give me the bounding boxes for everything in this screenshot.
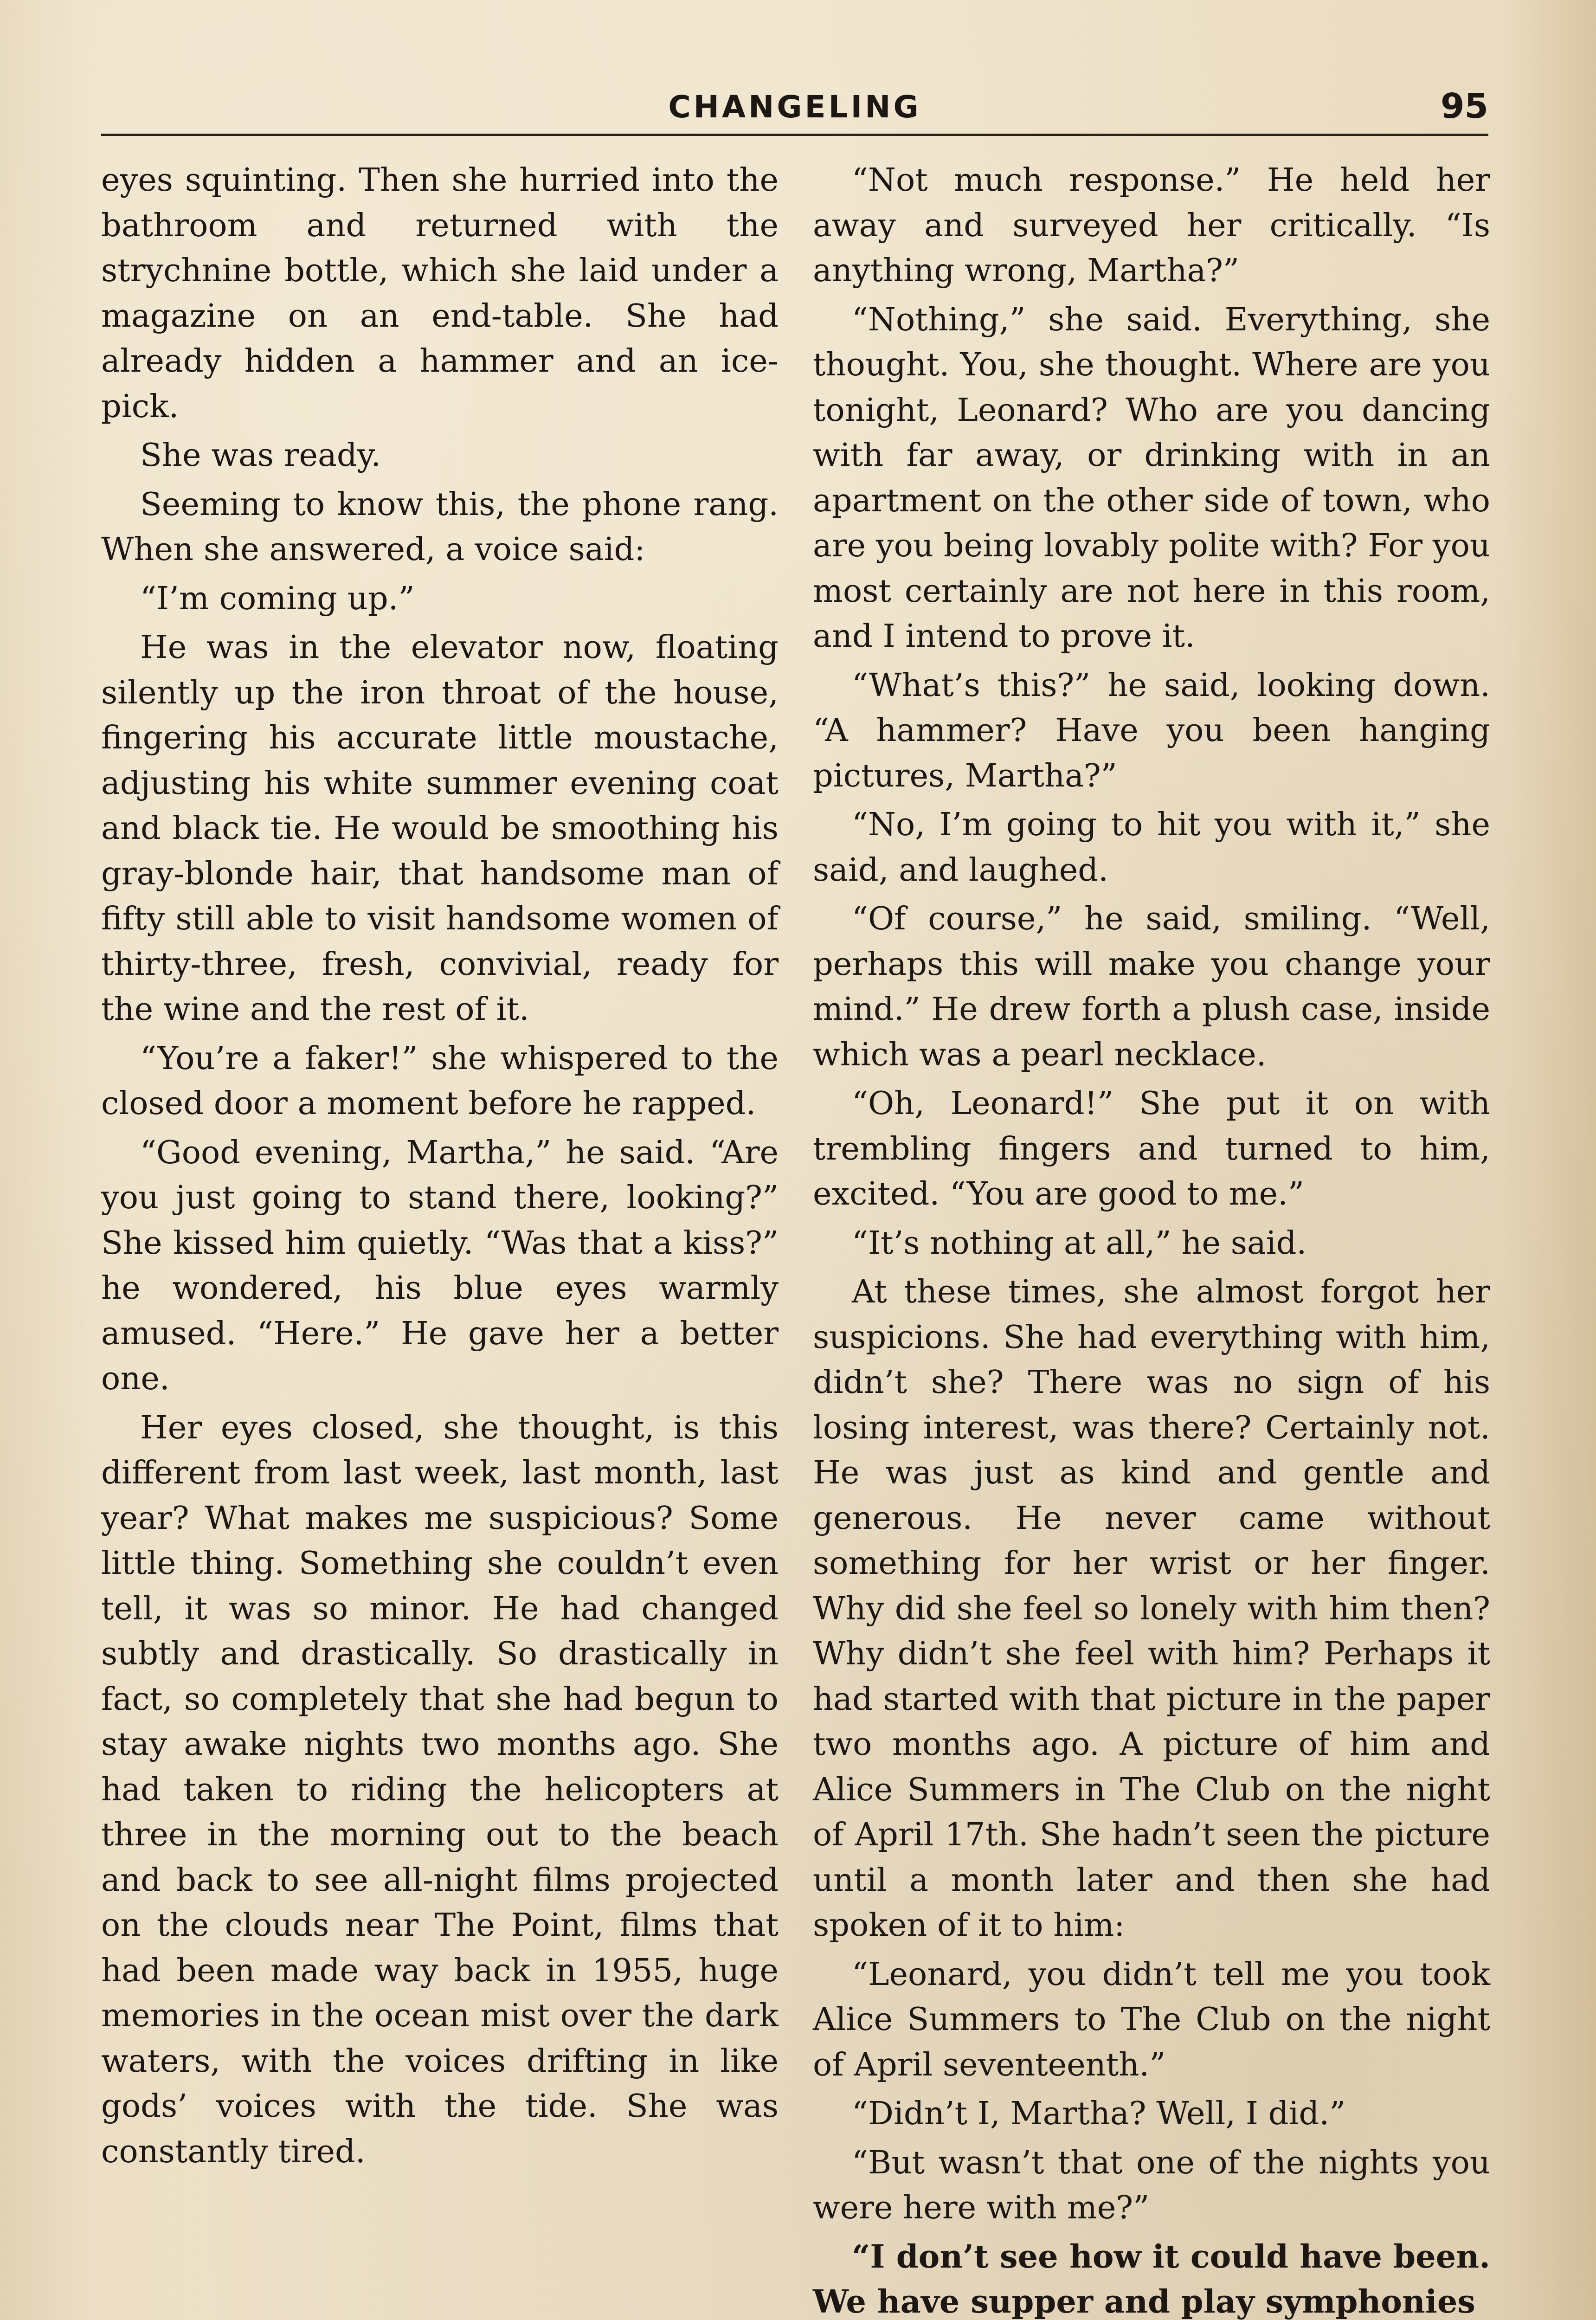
paragraph: Seeming to know this, the phone rang. When she answered, a voice said: [101, 485, 779, 568]
paragraph: “Nothing,” she said. Everything, she thought. You, she thought. Where are you tonight, Leonard? Who are you dancing with far away, or drinking with in an apartment on the other side of town, who are you being lovably polite with? For you most certainly are not here in this room, and I intend to prove it. [813, 301, 1490, 655]
paragraph: eyes squinting. Then she hurried into the bathroom and returned with the strychnine bottle, which she laid under a magazine on an end-table. She had already hidden a hammer and an ice-pick. [101, 161, 779, 425]
paragraph: “Oh, Leonard!” She put it on with trembling fingers and turned to him, excited. “You are good to me.” [813, 1085, 1490, 1212]
page-header [101, 83, 1488, 136]
paragraph: “Good evening, Martha,” he said. “Are you just going to stand there, looking?” She kissed him quietly. “Was that a kiss?” he wondered, his blue eyes warmly amused. “Here.” He gave her a better one. [101, 1134, 779, 1397]
paragraph: He was in the elevator now, floating silently up the iron throat of the house, fingering his accurate little moustache, adjusting his white summer evening coat and black tie. He would be smoothing his gray-blonde hair, that handsome man of fifty still able to visit handsome women of thirty-three, fresh, convivial, ready for the wine and the rest of it. [101, 629, 779, 1028]
paragraph: “Not much response.” He held her away and surveyed her critically. “Is anything wrong, Martha?” [813, 161, 1490, 289]
paragraph: She was ready. [140, 437, 381, 474]
page-number: 95 [1441, 86, 1488, 126]
paragraph: “Didn’t I, Martha? Well, I did.” [852, 2095, 1346, 2132]
paragraph: “I’m coming up.” [140, 580, 415, 617]
paragraph: “What’s this?” he said, looking down. “A hammer? Have you been hanging pictures, Martha?” [813, 666, 1490, 794]
right-text-column [813, 158, 1490, 2320]
paragraph: Her eyes closed, she thought, is this different from last week, last month, last year? What makes me suspicious? Some little thing. Something she couldn’t even tell, it was so minor. He had changed subtly and drastically. So drastically in fact, so completely that she had begun to stay awake nights two months ago. She had taken to riding the helicopters at three in the morning out to the beach and back to see all-night films projected on the clouds near The Point, films that had been made way back in 1955, huge memories in the ocean mist over the dark waters, with the voices drifting in like gods’ voices with the tide. She was constantly tired. [101, 1409, 779, 2170]
left-text-column [101, 158, 779, 2301]
paragraph: “Leonard, you didn’t tell me you took Alice Summers to The Club on the night of April seventeenth.” [813, 1955, 1490, 2083]
running-title: CHANGELING [668, 89, 921, 125]
paragraph: At these times, she almost forgot her suspicions. She had everything with him, didn’t she? There was no sign of his losing interest, was there? Certainly not. He was just as kind and gentle and generous. He never came without something for her wrist or her finger. Why did she feel so lonely with him then? Why didn’t she feel with him? Perhaps it had started with that picture in the paper two months ago. A picture of him and Alice Summers in The Club on the night of April 17th. She hadn’t seen the picture until a month later and then she had spoken of it to him: [813, 1273, 1490, 1944]
paragraph: “It’s nothing at all,” he said. [852, 1224, 1307, 1262]
paragraph: “No, I’m going to hit you with it,” she said, and laughed. [813, 806, 1490, 889]
paragraph: “You’re a faker!” she whispered to the closed door a moment before he rapped. [101, 1039, 779, 1122]
paragraph: “But wasn’t that one of the nights you were here with me?” [813, 2144, 1490, 2226]
paragraph: “I don’t see how it could have been. We have supper and play symphonies [813, 2238, 1490, 2320]
paragraph: “Of course,” he said, smiling. “Well, perhaps this will make you change your mind.” He drew forth a plush case, inside which was a pearl necklace. [813, 900, 1490, 1073]
